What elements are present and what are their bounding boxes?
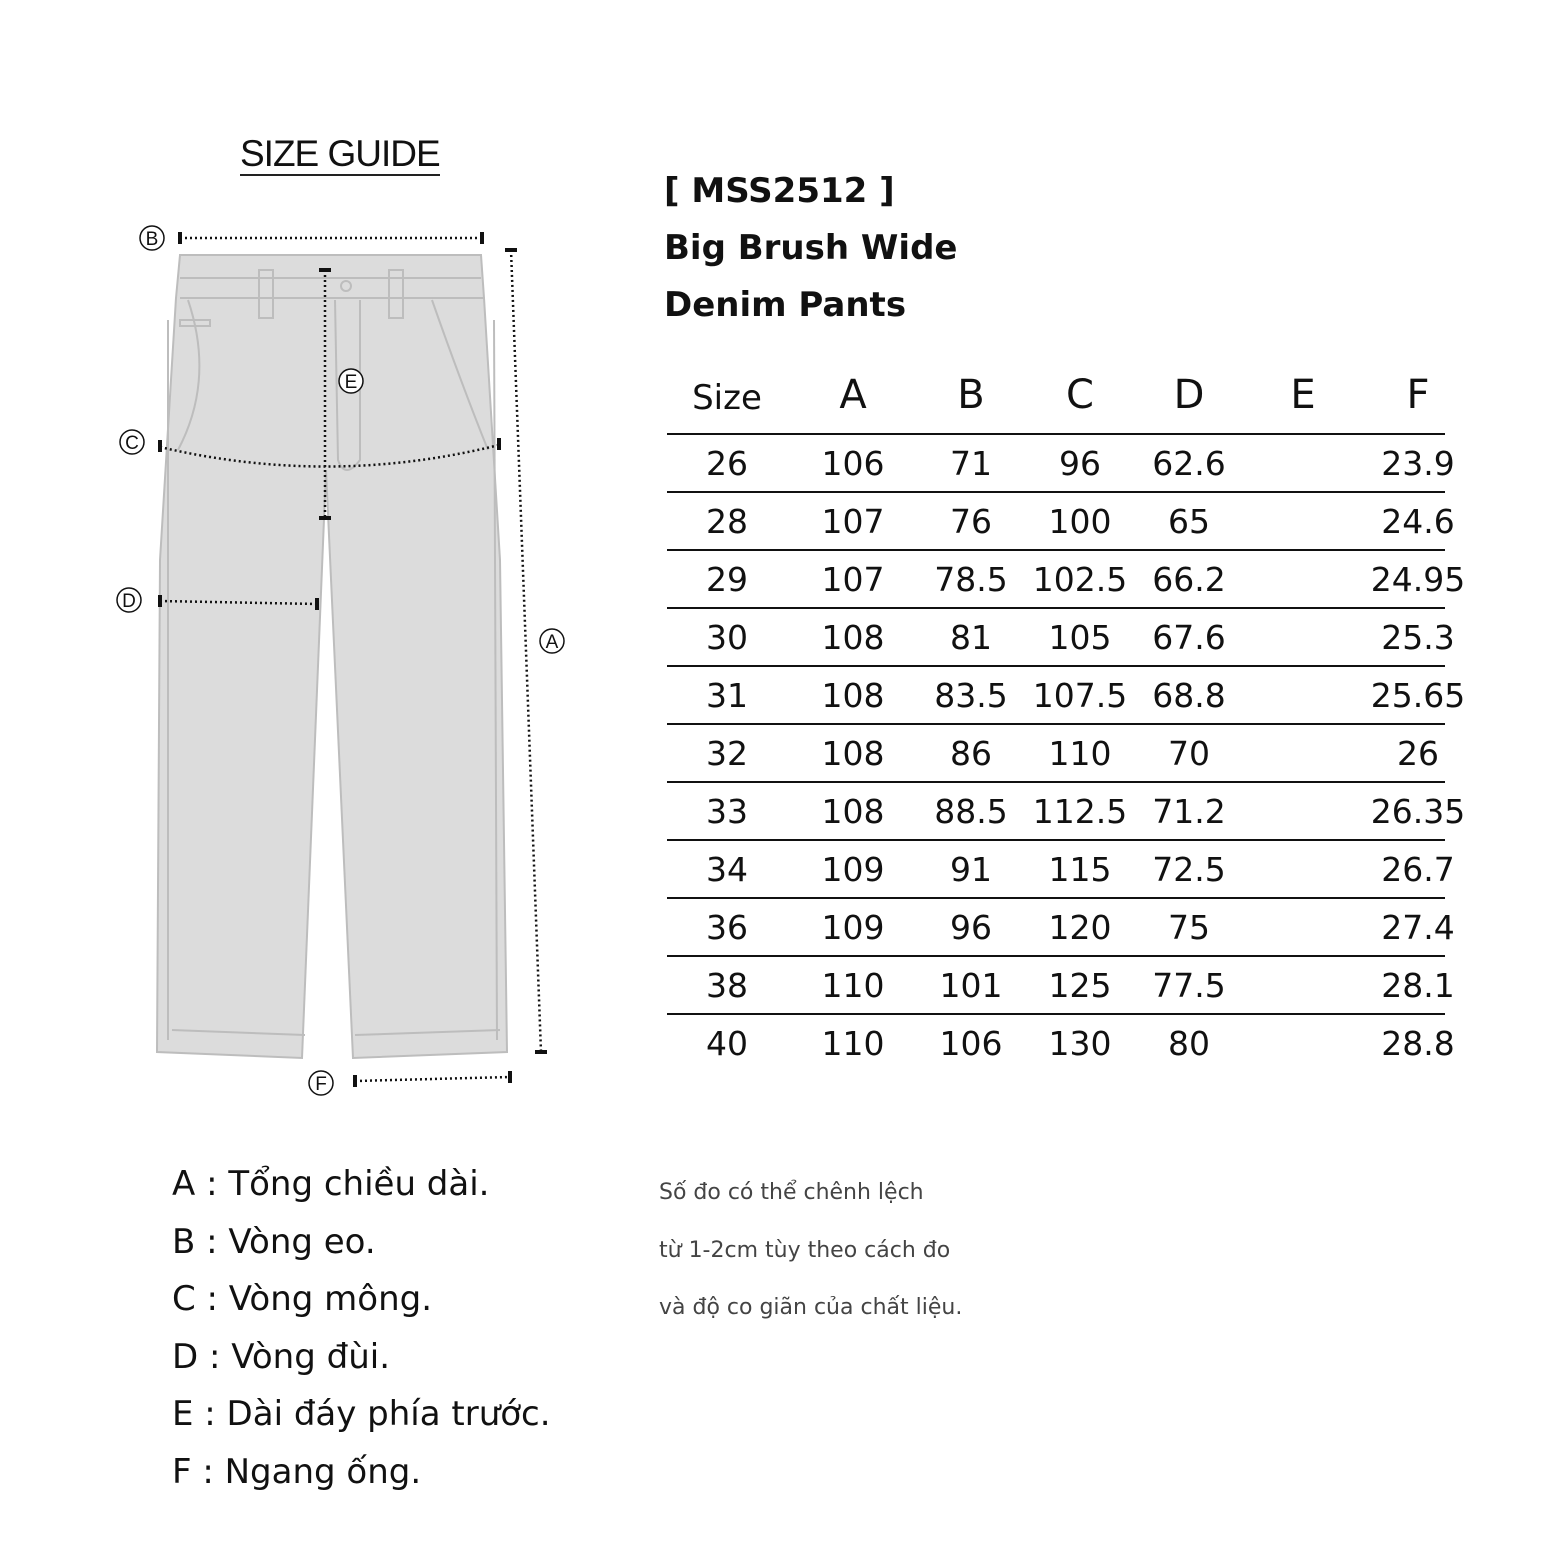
measure-a-line [511, 250, 541, 1052]
table-row [667, 841, 1455, 899]
cell-b: 86 [950, 734, 992, 773]
measurement-legend [172, 1156, 551, 1501]
cell-a: 110 [821, 1024, 885, 1063]
cell-f: 24.6 [1381, 502, 1455, 541]
svg-text:B: B [145, 229, 159, 250]
cell-d: 75 [1168, 908, 1210, 947]
header-e: E [1290, 372, 1316, 418]
cell-d: 67.6 [1152, 618, 1226, 657]
svg-text:A: A [545, 632, 559, 653]
table-row [667, 493, 1455, 551]
note-line: và độ co giãn của chất liệu. [659, 1295, 963, 1320]
cell-a: 108 [821, 792, 885, 831]
cell-size: 32 [706, 734, 748, 773]
measure-f-line [355, 1077, 510, 1081]
marker-b [140, 226, 164, 250]
cell-size: 29 [706, 560, 748, 599]
cell-a: 108 [821, 676, 885, 715]
cell-f: 26.35 [1370, 792, 1466, 831]
size-table-body [667, 435, 1466, 1071]
cell-f: 25.65 [1370, 676, 1466, 715]
table-row [667, 667, 1466, 725]
size-table-header [667, 370, 1445, 435]
cell-c: 110 [1048, 734, 1112, 773]
table-row [667, 957, 1455, 1015]
header-b: B [957, 372, 985, 418]
product-code: [ MSS2512 ] [664, 171, 895, 211]
cell-c: 112.5 [1032, 792, 1128, 831]
cell-c: 105 [1048, 618, 1112, 657]
cell-f: 26 [1397, 734, 1439, 773]
cell-f: 23.9 [1381, 444, 1455, 483]
cell-a: 106 [821, 444, 885, 483]
legend-item: C : Vòng mông. [172, 1279, 433, 1319]
cell-b: 81 [950, 618, 992, 657]
table-row [667, 899, 1455, 957]
cell-b: 78.5 [934, 560, 1008, 599]
size-table [667, 370, 1466, 1071]
cell-a: 108 [821, 618, 885, 657]
svg-text:F: F [315, 1074, 327, 1095]
note-line: từ 1-2cm tùy theo cách đo [659, 1237, 951, 1263]
marker-c [120, 430, 144, 454]
legend-item: B : Vòng eo. [172, 1221, 376, 1262]
cell-b: 88.5 [934, 792, 1008, 831]
cell-c: 120 [1048, 908, 1112, 947]
cell-a: 107 [821, 560, 885, 599]
cell-d: 65 [1168, 502, 1210, 541]
cell-f: 24.95 [1370, 560, 1466, 599]
cell-size: 30 [706, 618, 748, 657]
cell-a: 109 [821, 850, 885, 889]
table-row [667, 783, 1466, 841]
cell-c: 102.5 [1032, 560, 1128, 599]
legend-item: A : Tổng chiều dài. [172, 1164, 490, 1204]
measurement-note [659, 1164, 962, 1337]
header-size: Size [692, 378, 762, 418]
note-line: Số đo có thể chênh lệch [659, 1180, 924, 1205]
cell-d: 80 [1168, 1024, 1210, 1063]
cell-f: 25.3 [1381, 618, 1455, 657]
table-row [667, 551, 1466, 609]
cell-size: 31 [706, 676, 748, 715]
cell-size: 26 [706, 444, 748, 483]
cell-size: 40 [706, 1024, 748, 1063]
cell-c: 107.5 [1032, 676, 1128, 715]
table-row [667, 725, 1445, 783]
header-a: A [839, 372, 867, 418]
product-info [664, 163, 957, 334]
cell-a: 109 [821, 908, 885, 947]
legend-item: F : Ngang ống. [172, 1451, 422, 1492]
table-row [667, 435, 1455, 493]
marker-a [540, 629, 564, 653]
marker-f [309, 1071, 333, 1095]
product-name-line2: Denim Pants [664, 285, 907, 325]
cell-f: 26.7 [1381, 850, 1455, 889]
cell-b: 71 [950, 444, 992, 483]
cell-c: 115 [1048, 850, 1112, 889]
cell-b: 91 [950, 850, 992, 889]
cell-b: 83.5 [934, 676, 1008, 715]
cell-b: 101 [939, 966, 1003, 1005]
cell-a: 108 [821, 734, 885, 773]
cell-b: 96 [950, 908, 992, 947]
pants-diagram [0, 0, 640, 1110]
marker-d [117, 588, 141, 612]
cell-a: 107 [821, 502, 885, 541]
cell-c: 130 [1048, 1024, 1112, 1063]
header-d: D [1173, 372, 1205, 418]
table-row [667, 1015, 1455, 1071]
cell-size: 36 [706, 908, 748, 947]
size-guide-title: SIZE GUIDE [240, 133, 440, 174]
cell-f: 28.1 [1381, 966, 1455, 1005]
header-c: C [1066, 372, 1094, 418]
cell-b: 76 [950, 502, 992, 541]
cell-b: 106 [939, 1024, 1003, 1063]
cell-f: 27.4 [1381, 908, 1455, 947]
cell-c: 100 [1048, 502, 1112, 541]
cell-c: 96 [1059, 444, 1101, 483]
svg-text:D: D [122, 591, 136, 612]
marker-e [339, 369, 363, 393]
cell-d: 66.2 [1152, 560, 1226, 599]
svg-text:C: C [125, 433, 139, 454]
cell-d: 77.5 [1152, 966, 1226, 1005]
cell-size: 28 [706, 502, 748, 541]
cell-f: 28.8 [1381, 1024, 1455, 1063]
cell-d: 68.8 [1152, 676, 1226, 715]
table-row [667, 609, 1455, 667]
cell-size: 33 [706, 792, 748, 831]
cell-size: 38 [706, 966, 748, 1005]
svg-text:E: E [344, 372, 358, 393]
legend-item: E : Dài đáy phía trước. [172, 1394, 551, 1434]
legend-item: D : Vòng đùi. [172, 1336, 390, 1377]
cell-c: 125 [1048, 966, 1112, 1005]
cell-a: 110 [821, 966, 885, 1005]
cell-d: 70 [1168, 734, 1210, 773]
header-f: F [1406, 372, 1430, 418]
pants-drawing [157, 255, 507, 1058]
cell-size: 34 [706, 850, 748, 889]
cell-d: 72.5 [1152, 850, 1226, 889]
cell-d: 62.6 [1152, 444, 1226, 483]
product-name-line1: Big Brush Wide [664, 228, 958, 268]
cell-d: 71.2 [1152, 792, 1226, 831]
